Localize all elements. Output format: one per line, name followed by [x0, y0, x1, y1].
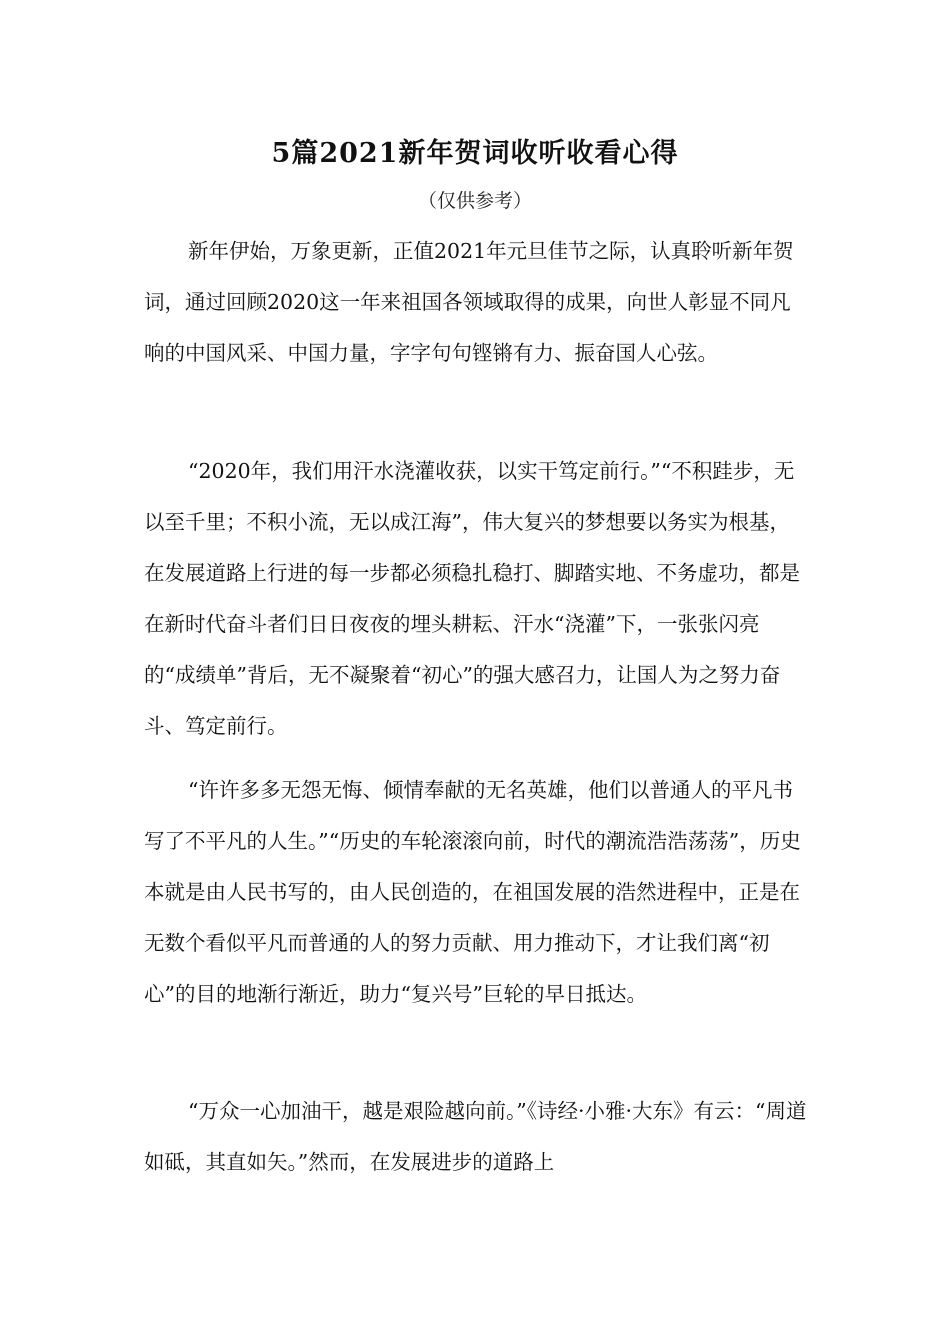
paragraph-3: “许许多多无怨无悔、倾情奉献的无名英雄，他们以普通人的平凡书写了不平凡的人生。”“历史的车轮滚滚向前，时代的潮流浩浩荡荡”，历史本就是由人民书写的，由人民创造的，在祖国发展的浩然进程中，正是在无数个看似平凡而普通的人的努力贡献、用力推动下，才让我们离“初心”的目的地渐行渐近，助力“复兴号”巨轮的早日抵达。: [144, 778, 801, 1006]
paragraph-4: “万众一心加油干，越是艰险越向前。”《诗经·小雅·大东》有云：“周道如砥，其直如矢。”然而，在发展进步的道路上: [144, 1099, 807, 1174]
paragraph-2: “2020年，我们用汗水浇灌收获，以实干笃定前行。”“不积跬步，无以至千里；不积小流，无以成江海”，伟大复兴的梦想要以务实为根基，在发展道路上行进的每一步都必须稳扎稳打、脚踏实地、不务虚功，都是在新时代奋斗者们日日夜夜的埋头耕耘、汗水“浇灌”下，一张张闪亮的“成绩单”背后，无不凝聚着“初心”的强大感召力，让国人为之努力奋斗、笃定前行。: [144, 459, 800, 738]
document-title: 5篇2021新年贺词收听收看心得: [271, 138, 679, 169]
paragraph-1: 新年伊始，万象更新，正值2021年元旦佳节之际，认真聆听新年贺词，通过回顾2020这一年来祖国各领域取得的成果，向世人彰显不同凡响的中国风采、中国力量，字字句句铿锵有力、振奋国人心弦。: [144, 239, 794, 365]
document-subtitle: （仅供参考）: [417, 190, 532, 212]
